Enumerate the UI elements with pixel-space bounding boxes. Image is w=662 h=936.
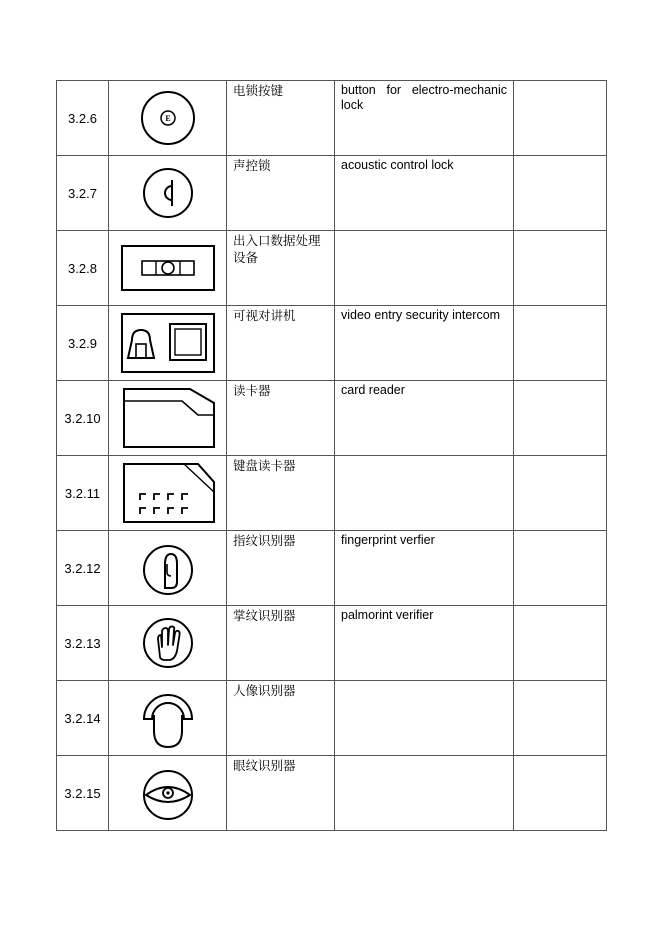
item-code: 3.2.6: [57, 81, 109, 156]
chinese-name: 键盘读卡器: [227, 456, 335, 531]
item-code: 3.2.15: [57, 756, 109, 831]
chinese-name: 读卡器: [227, 381, 335, 456]
blank-cell: [514, 231, 607, 306]
chinese-name: 电锁按键: [227, 81, 335, 156]
blank-cell: [514, 306, 607, 381]
blank-cell: [514, 381, 607, 456]
table-row: [57, 81, 607, 156]
blank-cell: [514, 531, 607, 606]
symbol-cell: [109, 456, 227, 531]
table-row: [57, 756, 607, 831]
english-name: [335, 681, 514, 756]
acoustic-lock-icon: [138, 163, 198, 223]
item-code: 3.2.14: [57, 681, 109, 756]
symbol-cell: [109, 756, 227, 831]
symbol-cell: [109, 531, 227, 606]
fingerprint-verifier-icon: [138, 538, 198, 598]
table-row: [57, 456, 607, 531]
item-code: 3.2.13: [57, 606, 109, 681]
lock-letter: E: [164, 114, 171, 123]
english-name: fingerprint verfier: [335, 531, 514, 606]
symbol-cell: [109, 681, 227, 756]
symbol-cell: [109, 381, 227, 456]
symbol-cell: [109, 156, 227, 231]
blank-cell: [514, 156, 607, 231]
chinese-name: 掌纹识别器: [227, 606, 335, 681]
chinese-name: 可视对讲机: [227, 306, 335, 381]
english-name: [335, 231, 514, 306]
item-code: 3.2.9: [57, 306, 109, 381]
table-row: [57, 531, 607, 606]
chinese-name: 出入口数据处理设备: [227, 231, 335, 306]
blank-cell: [514, 81, 607, 156]
table-row: [57, 381, 607, 456]
chinese-name: 眼纹识别器: [227, 756, 335, 831]
card-reader-icon: [118, 385, 218, 451]
item-code: 3.2.7: [57, 156, 109, 231]
english-name: [335, 456, 514, 531]
chinese-name: 人像识别器: [227, 681, 335, 756]
item-code: 3.2.8: [57, 231, 109, 306]
symbol-cell: [109, 306, 227, 381]
symbol-cell: [109, 606, 227, 681]
symbol-table: [56, 80, 607, 831]
english-name: palmorint verifier: [335, 606, 514, 681]
data-processing-device-icon: [118, 242, 218, 294]
blank-cell: [514, 756, 607, 831]
table-row: [57, 681, 607, 756]
chinese-name: 指纹识别器: [227, 531, 335, 606]
english-name: video entry security intercom: [335, 306, 514, 381]
video-intercom-icon: [118, 310, 218, 376]
blank-cell: [514, 606, 607, 681]
table-row: [57, 606, 607, 681]
item-code: 3.2.12: [57, 531, 109, 606]
english-name: card reader: [335, 381, 514, 456]
eye-verifier-icon: [138, 763, 198, 823]
palm-verifier-icon: [138, 613, 198, 673]
table-row: [57, 156, 607, 231]
blank-cell: [514, 681, 607, 756]
item-code: 3.2.11: [57, 456, 109, 531]
keypad-card-reader-icon: [118, 460, 218, 526]
symbol-cell: [109, 231, 227, 306]
face-recognizer-icon: [136, 685, 200, 751]
electric-lock-button-icon: [138, 88, 198, 148]
english-name: button for electro-mechanic lock: [335, 81, 514, 156]
english-name: [335, 756, 514, 831]
item-code: 3.2.10: [57, 381, 109, 456]
chinese-name: 声控锁: [227, 156, 335, 231]
english-name: acoustic control lock: [335, 156, 514, 231]
symbol-cell: [109, 81, 227, 156]
table-row: [57, 306, 607, 381]
blank-cell: [514, 456, 607, 531]
table-row: [57, 231, 607, 306]
